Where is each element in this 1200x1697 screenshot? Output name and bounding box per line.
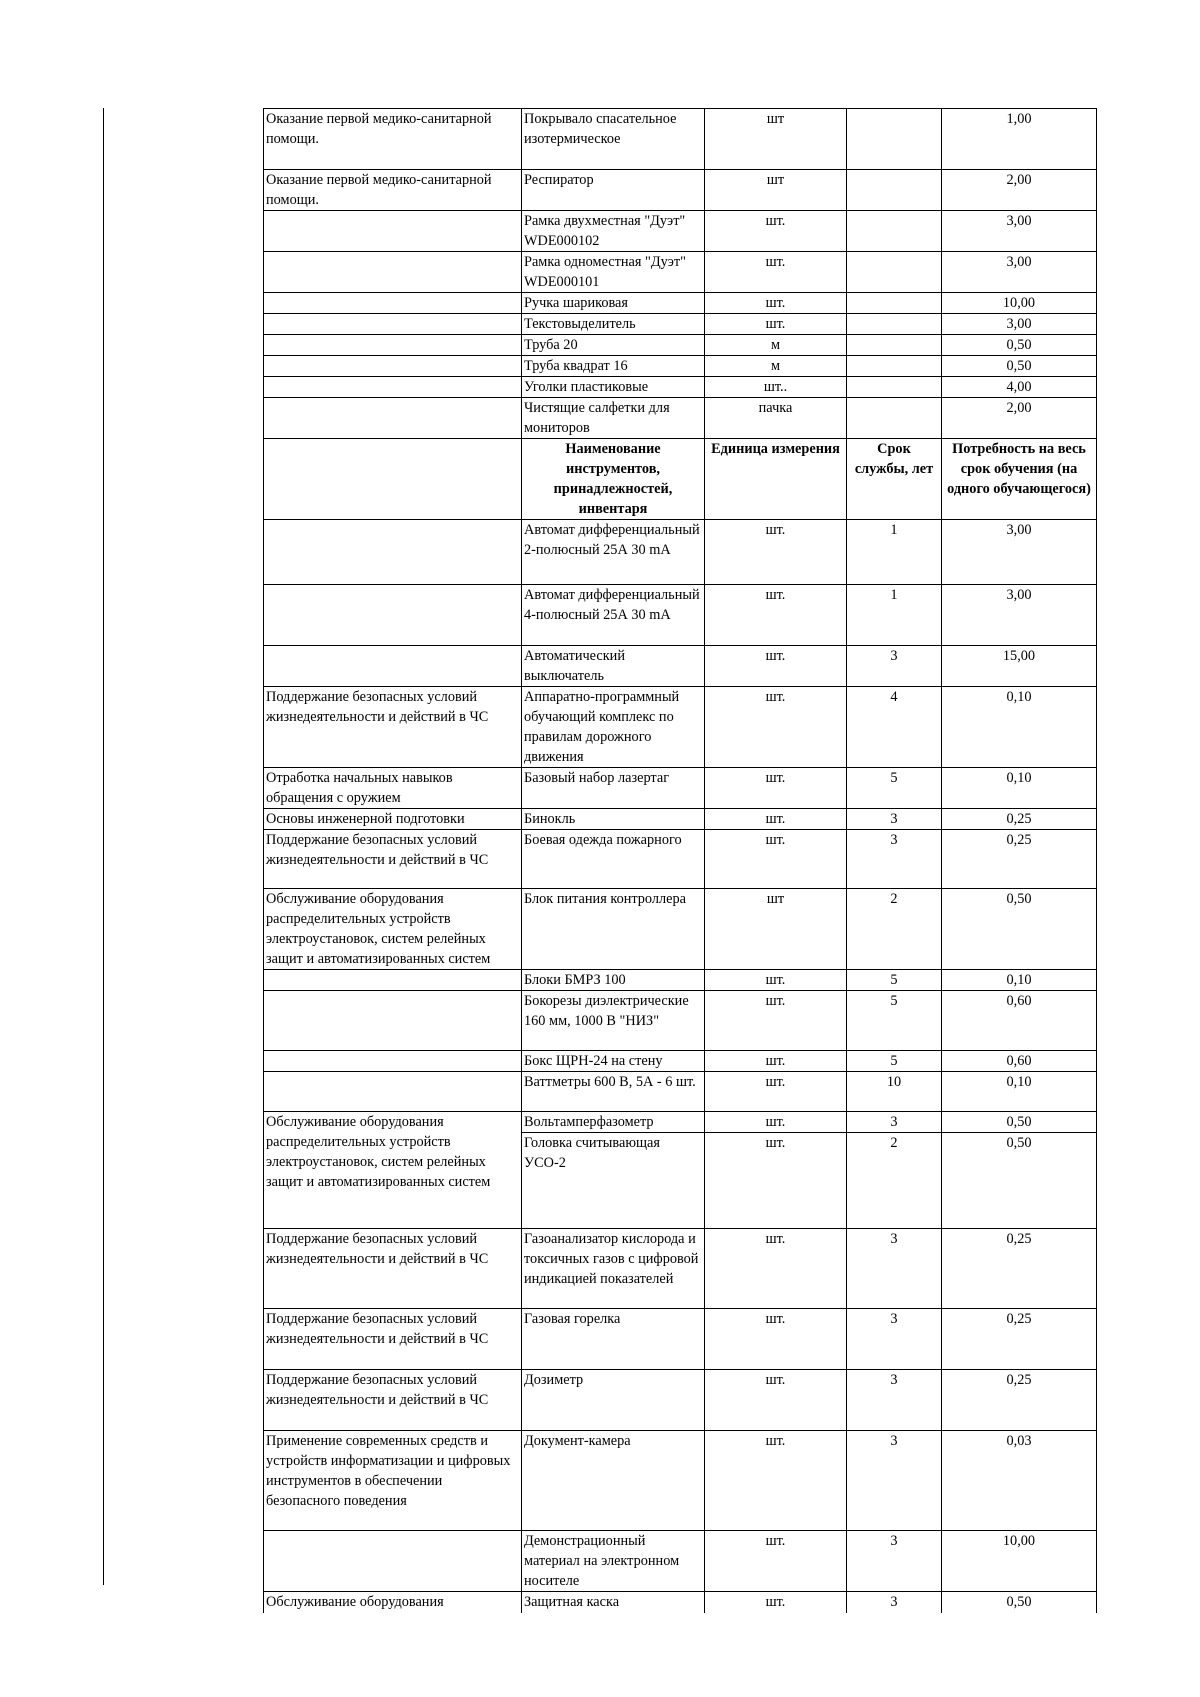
cell-activity-area — [264, 211, 522, 252]
table-row — [264, 520, 1097, 585]
table-row — [264, 768, 1097, 809]
cell-unit: шт. — [705, 1051, 847, 1072]
cell-item-name: Текстовыделитель — [522, 314, 705, 335]
cell-service-life — [847, 109, 942, 170]
table-row — [264, 889, 1097, 970]
cell-activity-area: Обслуживание оборудования распределительных устройств электроустановок, систем релейных защит и автоматизированных систем — [264, 1112, 522, 1229]
cell-service-life — [847, 252, 942, 293]
cell-requirement: 15,00 — [942, 646, 1097, 687]
cell-item-name: Рамка двухместная "Дуэт" WDE000102 — [522, 211, 705, 252]
cell-service-life: 5 — [847, 1051, 942, 1072]
cell-activity-area — [264, 356, 522, 377]
cell-requirement: 1,00 — [942, 109, 1097, 170]
cell-service-life: 3 — [847, 646, 942, 687]
table-row — [264, 170, 1097, 211]
cell-item-name: Вольтамперфазометр — [522, 1112, 705, 1133]
cell-item-name: Автоматический выключатель — [522, 646, 705, 687]
cell-activity-area — [264, 970, 522, 991]
cell-item-name: Наименование инструментов, принадлежностей, инвентаря — [522, 439, 705, 520]
cell-activity-area — [264, 1051, 522, 1072]
cell-requirement: 0,50 — [942, 889, 1097, 970]
table-row — [264, 991, 1097, 1051]
cell-service-life: 5 — [847, 991, 942, 1051]
table-header-row — [264, 439, 1097, 520]
cell-item-name: Труба 20 — [522, 335, 705, 356]
cell-requirement: 0,60 — [942, 1051, 1097, 1072]
cell-unit: шт. — [705, 646, 847, 687]
table-row — [264, 1592, 1097, 1613]
cell-activity-area — [264, 314, 522, 335]
cell-activity-area: Поддержание безопасных условий жизнедеятельности и действий в ЧС — [264, 1229, 522, 1309]
cell-unit: шт. — [705, 520, 847, 585]
table-row — [264, 830, 1097, 889]
cell-requirement: 3,00 — [942, 585, 1097, 646]
cell-service-life: 5 — [847, 970, 942, 991]
cell-item-name: Автомат дифференциальный 4-полюсный 25А 30 mA — [522, 585, 705, 646]
cell-service-life: 4 — [847, 687, 942, 768]
cell-item-name: Респиратор — [522, 170, 705, 211]
cell-requirement: 10,00 — [942, 293, 1097, 314]
cell-service-life — [847, 398, 942, 439]
cell-requirement: 0,50 — [942, 1592, 1097, 1613]
cell-item-name: Аппаратно-программный обучающий комплекс по правилам дорожного движения — [522, 687, 705, 768]
cell-item-name: Чистящие салфетки для мониторов — [522, 398, 705, 439]
cell-item-name: Покрывало спасательное изотермическое — [522, 109, 705, 170]
cell-unit: шт. — [705, 991, 847, 1051]
table-row — [264, 252, 1097, 293]
cell-item-name: Базовый набор лазертаг — [522, 768, 705, 809]
cell-activity-area: Поддержание безопасных условий жизнедеятельности и действий в ЧС — [264, 687, 522, 768]
cell-item-name: Блок питания контроллера — [522, 889, 705, 970]
cell-requirement: 0,50 — [942, 356, 1097, 377]
cell-service-life — [847, 293, 942, 314]
cell-service-life — [847, 314, 942, 335]
cell-unit: м — [705, 335, 847, 356]
left-margin-rule — [103, 108, 104, 1585]
cell-requirement: 0,10 — [942, 687, 1097, 768]
cell-service-life: 3 — [847, 1431, 942, 1531]
cell-item-name: Бинокль — [522, 809, 705, 830]
cell-unit: шт. — [705, 830, 847, 889]
cell-service-life: 1 — [847, 520, 942, 585]
table-row — [264, 1072, 1097, 1112]
cell-item-name: Боевая одежда пожарного — [522, 830, 705, 889]
cell-requirement: 0,50 — [942, 335, 1097, 356]
cell-requirement: 3,00 — [942, 252, 1097, 293]
cell-requirement: 0,25 — [942, 1229, 1097, 1309]
cell-activity-area — [264, 252, 522, 293]
cell-activity-area: Поддержание безопасных условий жизнедеятельности и действий в ЧС — [264, 830, 522, 889]
cell-requirement: 0,10 — [942, 970, 1097, 991]
cell-service-life: 10 — [847, 1072, 942, 1112]
cell-requirement: 0,60 — [942, 991, 1097, 1051]
cell-requirement: 4,00 — [942, 377, 1097, 398]
cell-unit: шт. — [705, 211, 847, 252]
cell-activity-area — [264, 1072, 522, 1112]
cell-service-life: 2 — [847, 1133, 942, 1229]
cell-requirement: 2,00 — [942, 170, 1097, 211]
cell-activity-area: Обслуживание оборудования распределительных устройств электроустановок, систем релейных защит и автоматизированных систем — [264, 889, 522, 970]
cell-requirement: 3,00 — [942, 520, 1097, 585]
equipment-table — [263, 108, 1097, 1613]
cell-activity-area: Поддержание безопасных условий жизнедеятельности и действий в ЧС — [264, 1370, 522, 1431]
cell-activity-area — [264, 585, 522, 646]
cell-service-life: 3 — [847, 830, 942, 889]
cell-requirement: 0,50 — [942, 1112, 1097, 1133]
cell-service-life: 3 — [847, 1229, 942, 1309]
cell-service-life: 2 — [847, 889, 942, 970]
cell-item-name: Газоанализатор кислорода и токсичных газов с цифровой индикацией показателей — [522, 1229, 705, 1309]
cell-service-life: Срок службы, лет — [847, 439, 942, 520]
table-row — [264, 314, 1097, 335]
cell-item-name: Документ-камера — [522, 1431, 705, 1531]
cell-unit: шт — [705, 889, 847, 970]
table-row — [264, 398, 1097, 439]
cell-requirement: 10,00 — [942, 1531, 1097, 1592]
table-row — [264, 109, 1097, 170]
table-row — [264, 646, 1097, 687]
cell-activity-area — [264, 439, 522, 520]
cell-item-name: Труба квадрат 16 — [522, 356, 705, 377]
cell-activity-area: Обслуживание оборудования — [264, 1592, 522, 1613]
cell-requirement: 3,00 — [942, 211, 1097, 252]
cell-item-name: Бокс ЩРН-24 на стену — [522, 1051, 705, 1072]
cell-unit: шт. — [705, 809, 847, 830]
cell-service-life — [847, 335, 942, 356]
cell-item-name: Дозиметр — [522, 1370, 705, 1431]
cell-unit: шт. — [705, 1431, 847, 1531]
cell-unit: шт. — [705, 768, 847, 809]
cell-service-life: 3 — [847, 1309, 942, 1370]
cell-unit: шт. — [705, 1133, 847, 1229]
cell-unit: шт.. — [705, 377, 847, 398]
table-row — [264, 1431, 1097, 1531]
cell-unit: шт. — [705, 687, 847, 768]
cell-service-life: 3 — [847, 1112, 942, 1133]
table-row — [264, 211, 1097, 252]
cell-unit: шт. — [705, 1531, 847, 1592]
cell-requirement: 0,25 — [942, 830, 1097, 889]
cell-service-life: 5 — [847, 768, 942, 809]
cell-activity-area — [264, 520, 522, 585]
cell-item-name: Защитная каска — [522, 1592, 705, 1613]
cell-unit: шт. — [705, 1592, 847, 1613]
table-row — [264, 1229, 1097, 1309]
cell-service-life — [847, 377, 942, 398]
table-row — [264, 687, 1097, 768]
cell-unit: шт. — [705, 585, 847, 646]
cell-item-name: Блоки БМРЗ 100 — [522, 970, 705, 991]
cell-item-name: Бокорезы диэлектрические 160 мм, 1000 В "НИЗ" — [522, 991, 705, 1051]
cell-service-life — [847, 170, 942, 211]
cell-unit: шт. — [705, 970, 847, 991]
cell-service-life: 3 — [847, 1592, 942, 1613]
cell-item-name: Автомат дифференциальный 2-полюсный 25А 30 mA — [522, 520, 705, 585]
table-row — [264, 1370, 1097, 1431]
cell-unit: шт. — [705, 1072, 847, 1112]
cell-item-name: Газовая горелка — [522, 1309, 705, 1370]
cell-requirement: 0,10 — [942, 1072, 1097, 1112]
table-row — [264, 1531, 1097, 1592]
cell-requirement: 3,00 — [942, 314, 1097, 335]
table-row — [264, 377, 1097, 398]
equipment-table-body — [264, 109, 1097, 1613]
table-row — [264, 356, 1097, 377]
table-row — [264, 1112, 1097, 1133]
cell-activity-area — [264, 293, 522, 314]
cell-service-life — [847, 356, 942, 377]
cell-requirement: Потребность на весь срок обучения (на одного обучающегося) — [942, 439, 1097, 520]
table-row — [264, 293, 1097, 314]
cell-activity-area: Оказание первой медико-санитарной помощи. — [264, 170, 522, 211]
cell-requirement: 0,25 — [942, 1309, 1097, 1370]
cell-requirement: 0,03 — [942, 1431, 1097, 1531]
cell-requirement: 0,25 — [942, 1370, 1097, 1431]
table-row — [264, 809, 1097, 830]
cell-item-name: Уголки пластиковые — [522, 377, 705, 398]
table-row — [264, 335, 1097, 356]
table-row — [264, 1051, 1097, 1072]
cell-activity-area — [264, 335, 522, 356]
cell-unit: шт. — [705, 314, 847, 335]
table-row — [264, 585, 1097, 646]
cell-activity-area — [264, 991, 522, 1051]
cell-activity-area: Применение современных средств и устройств информатизации и цифровых инструментов в обеспечении безопасного поведения — [264, 1431, 522, 1531]
cell-activity-area — [264, 1531, 522, 1592]
table-row — [264, 970, 1097, 991]
cell-unit: пачка — [705, 398, 847, 439]
cell-activity-area: Отработка начальных навыков обращения с оружием — [264, 768, 522, 809]
cell-unit: шт. — [705, 1112, 847, 1133]
cell-unit: шт. — [705, 1370, 847, 1431]
cell-unit: шт. — [705, 1229, 847, 1309]
cell-item-name: Ваттметры 600 В, 5А - 6 шт. — [522, 1072, 705, 1112]
cell-activity-area — [264, 398, 522, 439]
cell-item-name: Головка считывающая УСО-2 — [522, 1133, 705, 1229]
cell-unit: шт. — [705, 1309, 847, 1370]
cell-requirement: 0,10 — [942, 768, 1097, 809]
cell-item-name: Демонстрационный материал на электронном носителе — [522, 1531, 705, 1592]
cell-unit: м — [705, 356, 847, 377]
cell-service-life: 3 — [847, 809, 942, 830]
cell-requirement: 0,25 — [942, 809, 1097, 830]
cell-activity-area — [264, 377, 522, 398]
cell-activity-area: Основы инженерной подготовки — [264, 809, 522, 830]
cell-service-life: 3 — [847, 1531, 942, 1592]
cell-unit: Единица измерения — [705, 439, 847, 520]
cell-requirement: 0,50 — [942, 1133, 1097, 1229]
cell-activity-area: Поддержание безопасных условий жизнедеятельности и действий в ЧС — [264, 1309, 522, 1370]
cell-requirement: 2,00 — [942, 398, 1097, 439]
cell-unit: шт — [705, 170, 847, 211]
cell-service-life: 3 — [847, 1370, 942, 1431]
cell-unit: шт. — [705, 293, 847, 314]
cell-service-life — [847, 211, 942, 252]
cell-unit: шт. — [705, 252, 847, 293]
cell-item-name: Ручка шариковая — [522, 293, 705, 314]
cell-service-life: 1 — [847, 585, 942, 646]
cell-item-name: Рамка одноместная "Дуэт" WDE000101 — [522, 252, 705, 293]
cell-unit: шт — [705, 109, 847, 170]
table-row — [264, 1309, 1097, 1370]
cell-activity-area: Оказание первой медико-санитарной помощи. — [264, 109, 522, 170]
cell-activity-area — [264, 646, 522, 687]
